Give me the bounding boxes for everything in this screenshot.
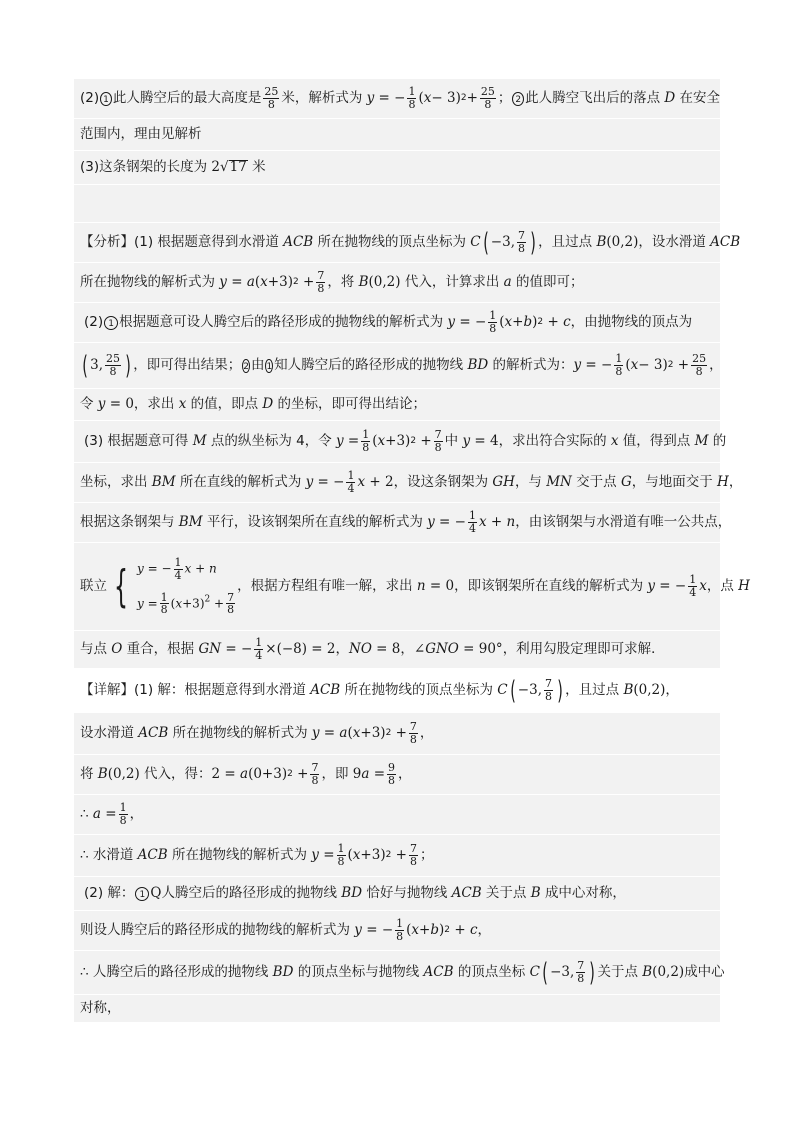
- blank-row: [74, 184, 720, 222]
- analysis-line-7: 坐标，求出 BM 所在直线的解析式为 y = − $\frac{1}{4}$ x + 2 ，设这条钢架为 GH ，与 MN 交于点 G ，与地面交于 H ，: [74, 462, 720, 502]
- detail-line-7: 则设人腾空后的路径形成的抛物线的解析式为 y = − $\frac{1}{8}$ ( x + b ) 2 + c ，: [74, 910, 720, 950]
- analysis-line-2: 所在抛物线的解析式为 y = a ( x +3) 2 + $\frac{7}{8}$ ，将 B (0,2) 代入，计算求出 a 的值即可；: [74, 262, 720, 302]
- detail-line-5: ∴ 水滑道 ACB 所在抛物线的解析式为 y = $\frac{1}{8}$ ( x +3) 2 + $\frac{7}{8}$ ；: [74, 834, 720, 876]
- analysis-line-5: 令 y = 0 ，求出 x 的值，即点 D 的坐标，即可得出结论；: [74, 388, 720, 420]
- detail-line-3: 将 B (0,2) 代入，得： 2 = a (0+3) 2 + $\frac{7}{8}$ ，即 9 a = $\frac{9}{8}$ ，: [74, 754, 720, 794]
- detail-line-4: ∴ a = $\frac{1}{8}$ ，: [74, 794, 720, 834]
- answer-line-2-part1: (2) 1 此人腾空后的最大高度是 $\frac{25}{8}$ 米，解析式为 y = − $\frac{1}{8}$ ( x − 3) 2 + $\frac{25}{8}$ ； 2 此人腾空飞出后的落点 D 在安全: [74, 78, 720, 118]
- detail-line-9: 对称，: [74, 994, 720, 1022]
- analysis-line-4: ( 3, $\frac{25}{8}$ ) ，即可得出结果； 2 由 1 知人腾空后的路径形成的抛物线 BD 的解析式为： y = − $\frac{1}{8}$ ( x − 3) 2 + $\frac{25}{8}$ ，: [74, 342, 720, 388]
- detail-line-8: ∴ 人腾空后的路径形成的抛物线 BD 的顶点坐标与抛物线 ACB 的顶点坐标 C ( −3, $\frac{7}{8}$ ) 关于点 B (0,2) 成中心: [74, 950, 720, 994]
- answer-line-3: (3)这条钢架的长度为 2 √ 17 米: [74, 150, 720, 184]
- analysis-line-6: (3) 根据题意可得 M 点的纵坐标为 4，令 y = $\frac{1}{8}$ ( x +3) 2 + $\frac{7}{8}$ 中 y = 4 ，求出符合实际的 x 值，得到点 M 的: [74, 420, 720, 462]
- detail-line-2: 设水滑道 ACB 所在抛物线的解析式为 y = a ( x +3) 2 + $\frac{7}{8}$ ，: [74, 712, 720, 754]
- answer-line-2-part2: 范围内，理由见解析: [74, 118, 720, 150]
- analysis-line-9-system: 联立 { y = − $\frac{1}{4}$ x + n y = $\frac{1}{8}$ $(x+3)^2$ + $\frac{7}{8}$ ，根据方程组有唯一解，求出 n = 0 ，即该钢架所在直线的解析式为 y = − $\frac{1}{4}$ x ，点 H: [74, 542, 720, 630]
- analysis-line-3: (2) 1 根据题意可设人腾空后的路径形成的抛物线的解析式为 y = − $\frac{1}{8}$ ( x + b ) 2 + c ，由抛物线的顶点为: [74, 302, 720, 342]
- analysis-line-10: 与点 O 重合，根据 GN = − $\frac{1}{4}$ ×(−8) = 2 ， NO = 8 ， ∠ GNO = 90° ，利用勾股定理即可求解．: [74, 630, 720, 668]
- analysis-line-8: 根据这条钢架与 BM 平行，设该钢架所在直线的解析式为 y = − $\frac{1}{4}$ x + n ，由该钢架与水滑道有唯一公共点，: [74, 502, 720, 542]
- analysis-line-1: 【分析】(1) 根据题意得到水滑道 ACB 所在抛物线的顶点坐标为 C ( −3, $\frac{7}{8}$ ) ，且过点 B (0,2) ，设水滑道 ACB: [74, 222, 720, 262]
- detail-line-6: (2) 解： 1 Q 人腾空后的路径形成的抛物线 BD 恰好与抛物线 ACB 关于点 B 成中心对称，: [74, 876, 720, 910]
- detail-line-1: 【详解】(1) 解：根据题意得到水滑道 ACB 所在抛物线的顶点坐标为 C ( −3, $\frac{7}{8}$ ) ，且过点 B (0,2) ，: [74, 668, 720, 712]
